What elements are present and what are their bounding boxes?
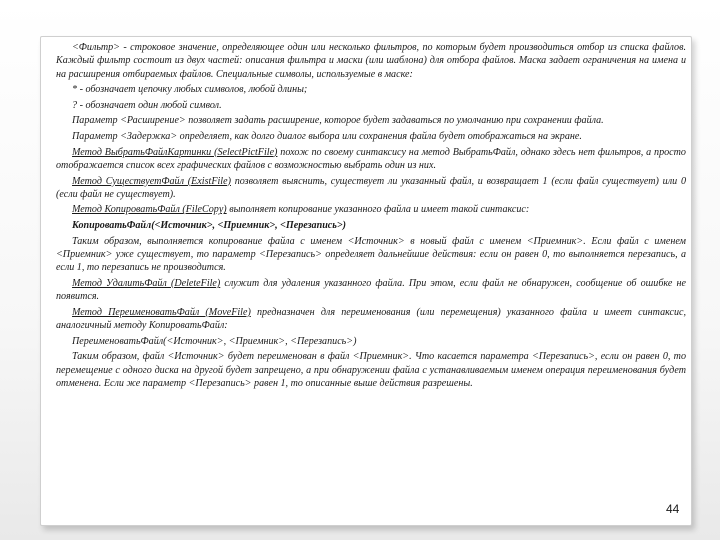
paragraph-file-copy [56, 203, 686, 216]
paragraph-move-file [56, 306, 686, 333]
paragraph-exist-file [56, 175, 686, 202]
paragraph-asterisk: * - обозначает цепочку любых символов, любой длины; [72, 84, 308, 96]
method-file-copy-link[interactable]: Метод КопироватьФайл (FileCopy) [72, 204, 227, 216]
syntax-move-file: ПереименоватьФайл(<Источник>, <Приемник>, <Перезапись>) [72, 335, 357, 347]
paragraph-delay: Параметр <Задержка> определяет, как долго диалог выбора или сохранения файла будет отображаться на экране. [72, 131, 582, 143]
page-number: 44 [666, 502, 680, 516]
paragraph-text: похож по своему синтаксису на метод ВыбратьФайл, однако здесь нет фильтров, а просто отображается список всех графических файлов с возможностью выбрать один из них. [56, 146, 686, 171]
paragraph-delete-file [56, 277, 686, 304]
paragraph-text: предназначен для переименования (или перемещения) указанного файла и имеет синтаксис, аналогичный методу КопироватьФайл: [56, 306, 686, 332]
paragraph-filter: <Фильтр> - строковое значение, определяющее один или несколько фильтров, по которым будет производиться отбор из списка файлов. Каждый фильтр состоит из двух частей: описания фильтра и маски (или шаблона) для отбора файлов. Маска задает ограничения на имена и на расширения отбираемых файлов. Специальные символы, используемые в маске: [56, 42, 686, 80]
paragraph-move-explanation: Таким образом, файл <Источник> будет переименован в файл <Приемник>. Что касается параметра <Перезапись>, если он равен 0, то перемещение с одного диска на другой будет запрещено, а при обнаружении файла с устанавливаемым именем операция переименования будет отменена. Если же параметр <Перезапись> равен 1, то описанные выше действия разрешены. [56, 351, 686, 389]
paragraph-extension: Параметр <Расширение> позволяет задать расширение, которое будет задаваться по умолчанию при сохранении файла. [72, 115, 604, 127]
paragraph-select-pict-file [56, 146, 686, 173]
paragraph-copy-explanation: Таким образом, выполняется копирование файла с именем <Источник> в новый файл с именем <Приемник>. Если файл с именем <Приемник> уже существует, то параметр <Перезапись> определяет дальнейшие действия: если он равен 0, то выполняется перезапись, а если 1, то перезапись не производится. [56, 235, 686, 274]
paragraph-text: выполняет копирование указанного файла и имеет такой синтаксис: [226, 204, 530, 216]
method-move-file-link[interactable]: Метод ПереименоватьФайл (MoveFile) [72, 306, 251, 318]
paragraph-question-mark: ? - обозначает один любой символ. [72, 99, 222, 111]
method-exist-file-link[interactable]: Метод СуществуетФайл (ExistFile) [72, 175, 231, 187]
slide-text-body [56, 41, 686, 392]
paragraph-text: позволяет выяснить, существует ли указанный файл, и возвращает 1 (если файл существует) или 0 (если файл не существует). [56, 175, 686, 200]
method-delete-file-link[interactable]: Метод УдалитьФайл (DeleteFile) [72, 277, 221, 289]
method-select-pict-file-link[interactable]: Метод ВыбратьФайлКартинки (SelectPictFile) [72, 146, 278, 158]
paragraph-text: служит для удаления указанного файла. При этом, если файл не обнаружен, сообщение об ошибке не появится. [56, 277, 687, 303]
syntax-copy-file: КопироватьФайл(<Источник>, <Приемник>, <Перезапись>) [72, 220, 347, 232]
